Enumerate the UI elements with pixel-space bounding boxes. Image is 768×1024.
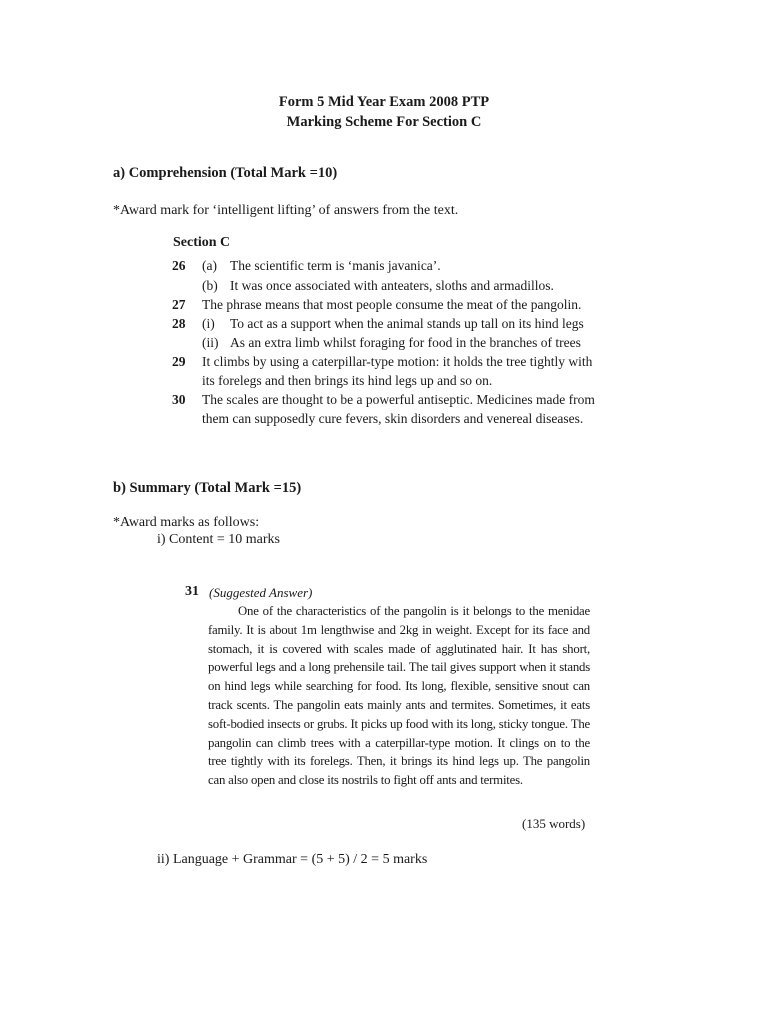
question-answer: its forelegs and then brings its hind legs up and so on. — [202, 373, 493, 388]
comprehension-note: *Award mark for ‘intelligent lifting’ of answers from the text. — [113, 203, 459, 218]
summary-heading: b) Summary (Total Mark =15) — [113, 480, 302, 496]
question-row — [172, 409, 612, 428]
question-number — [172, 409, 202, 428]
question-row — [172, 276, 612, 295]
question-number: 27 — [172, 297, 186, 312]
document-subtitle: Marking Scheme For Section C — [286, 114, 482, 130]
question-answer: The scientific term is ‘manis javanica’. — [230, 258, 441, 273]
question-part: (ii) — [202, 335, 219, 350]
comprehension-heading: a) Comprehension (Total Mark =10) — [113, 165, 338, 181]
question-number — [172, 371, 202, 390]
question-part: (b) — [202, 278, 218, 293]
question-answer: As an extra limb whilst foraging for food in the branches of trees — [230, 335, 581, 350]
content-marks-line: i) Content = 10 marks — [157, 532, 280, 547]
document-title: Form 5 Mid Year Exam 2008 PTP — [278, 94, 490, 110]
question-number: 30 — [172, 392, 186, 407]
question-number — [172, 276, 202, 295]
suggested-answer-text: One of the characteristics of the pangolin is it belongs to the menidae family. It is about 1m lengthwise and 2kg in weight. Except for its face and stomach, it is covered with scales made of agglutinated hair. It has short, powerful legs and a long prehensile tail. The tail gives support when it stands on hind legs while searching for food. Its long, flexible, sensitive snout can track scents. The pangolin eats mainly ants and termites. Sometimes, it eats soft-bodied insects or grubs. It picks up food with its long, sticky tongue. The pangolin can climb trees with a caterpillar-type motion. It clings on to the tree tightly with its forelegs. Then, it brings its hind legs up. The pangolin can also open and close its nostrils to fight off ants and termites. — [208, 604, 590, 788]
question-answer: It was once associated with anteaters, sloths and armadillos. — [230, 278, 554, 293]
question-number: 28 — [172, 316, 186, 331]
language-marks-line: ii) Language + Grammar = (5 + 5) / 2 = 5 marks — [157, 852, 428, 867]
suggested-answer-label: (Suggested Answer) — [209, 585, 313, 600]
question-row — [172, 333, 612, 352]
question-part: (a) — [202, 258, 217, 273]
question-part: (i) — [202, 316, 215, 331]
word-count: (135 words) — [522, 816, 586, 831]
question-row — [172, 390, 612, 409]
question-row — [172, 295, 612, 314]
summary-note: *Award marks as follows: — [113, 515, 260, 530]
question-row — [172, 371, 612, 390]
question-row — [172, 352, 612, 371]
question-number: 29 — [172, 354, 186, 369]
question-answer: The scales are thought to be a powerful antiseptic. Medicines made from — [202, 392, 595, 407]
question-answer: them can supposedly cure fevers, skin disorders and venereal diseases. — [202, 411, 584, 426]
question-number: 26 — [172, 258, 186, 273]
question-row — [172, 314, 612, 333]
question-answer: It climbs by using a caterpillar-type motion: it holds the tree tightly with — [202, 354, 593, 369]
question-answer: The phrase means that most people consume the meat of the pangolin. — [202, 297, 582, 312]
question-31-number: 31 — [185, 584, 199, 599]
question-row — [172, 256, 612, 275]
section-c-label: Section C — [173, 235, 231, 250]
question-answer: To act as a support when the animal stands up tall on its hind legs — [230, 316, 584, 331]
question-number — [172, 333, 202, 352]
